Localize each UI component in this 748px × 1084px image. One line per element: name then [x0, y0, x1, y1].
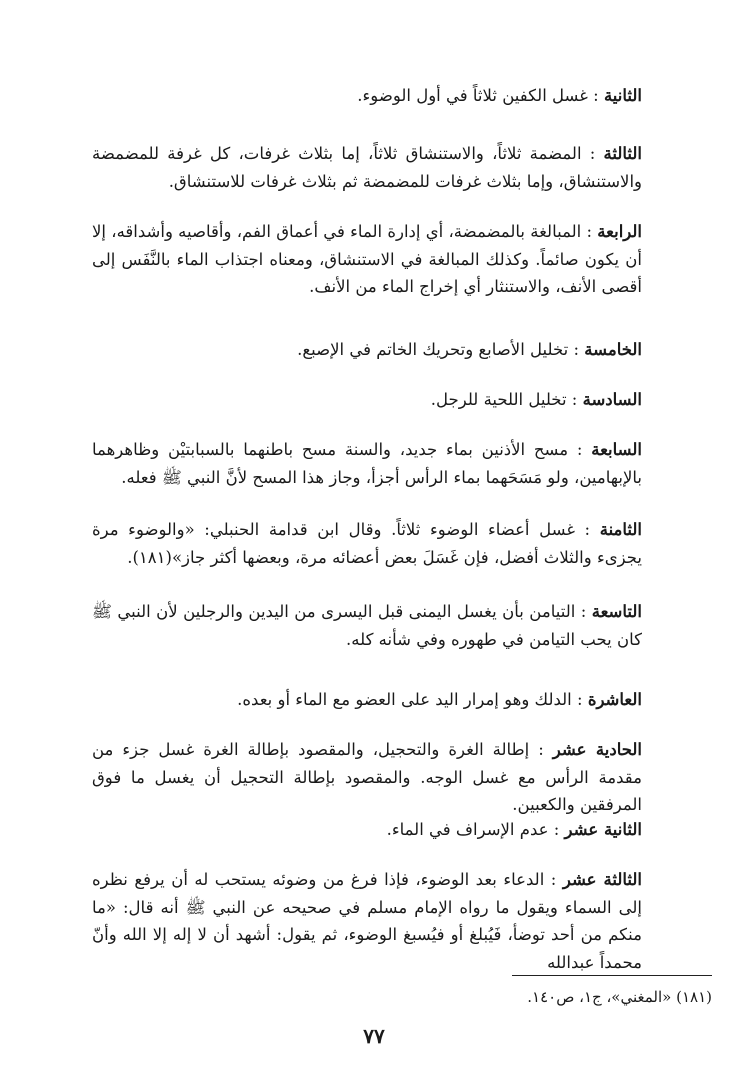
paragraph-label: الثالثة عشر: [562, 870, 642, 889]
footnote: (١٨١) «المغني»، ج١، ص١٤٠.: [527, 988, 712, 1006]
paragraph-twelfth: [92, 816, 642, 844]
paragraph-tenth: [92, 686, 642, 714]
paragraph-label: السادسة: [582, 390, 642, 409]
paragraph-text: : إطالة الغرة والتحجيل، والمقصود بإطالة الغرة غسل جزء من مقدمة الرأس مع غسل الوجه. والمقصود بإطالة التحجيل أن يغسل ما فوق المرفقين والكعبين.: [92, 740, 642, 814]
paragraph-text: : تخليل اللحية للرجل.: [430, 390, 578, 409]
paragraph-thirteenth: [92, 866, 642, 976]
paragraph-label: الثامنة: [599, 520, 643, 539]
paragraph-label: الثالثة: [603, 144, 642, 163]
paragraph-seventh: [92, 436, 642, 491]
paragraph-text: : المضمة ثلاثاً، والاستنشاق ثلاثاً، إما بثلاث غرفات، كل غرفة للمضمضة والاستنشاق، وإما بثلاث غرفات للمضمضة ثم بثلاث غرفات للاستنشاق.: [92, 144, 642, 191]
paragraph-text: : التيامن بأن يغسل اليمنى قبل اليسرى من اليدين والرجلين لأن النبي ﷺ كان يحب التيامن في طهوره وفي شأنه كله.: [92, 602, 642, 649]
paragraph-text: : الدلك وهو إمرار اليد على العضو مع الماء أو بعده.: [237, 690, 583, 709]
paragraph-fifth: [92, 336, 642, 364]
paragraph-text: : تخليل الأصابع وتحريك الخاتم في الإصبع.: [297, 340, 580, 359]
paragraph-text: : المبالغة بالمضمضة، أي إدارة الماء في أعماق الفم، وأقاصيه وأشداقه، إلا أن يكون صائماً. وكذلك المبالغة في الاستنشاق، ومعناه اجتذاب الماء بالنَّفَس إلى أقصى الأنف، والاستنثار أي إخراج الماء من الأنف.: [92, 222, 642, 296]
page-number: ٧٧: [363, 1024, 385, 1048]
paragraph-label: العاشرة: [587, 690, 642, 709]
paragraph-label: الخامسة: [584, 340, 642, 359]
paragraph-ninth: [92, 598, 642, 653]
paragraph-fourth: [92, 218, 642, 301]
paragraph-text: : غسل أعضاء الوضوء ثلاثاً. وقال ابن قدامة الحنبلي: «والوضوء مرة يجزىء والثلاث أفضل، فإن غَسَلَ بعض أعضائه مرة، وبعضها أكثر جاز»(١٨١).: [92, 520, 642, 567]
paragraph-text: : غسل الكفين ثلاثاً في أول الوضوء.: [357, 86, 599, 105]
paragraph-second: [92, 82, 642, 110]
paragraph-third: [92, 140, 642, 195]
paragraph-label: الثانية: [603, 86, 642, 105]
paragraph-eleventh: [92, 736, 642, 819]
paragraph-label: الثانية عشر: [564, 820, 642, 839]
footnote-divider: [512, 975, 712, 976]
paragraph-label: الرابعة: [597, 222, 642, 241]
paragraph-text: : عدم الإسراف في الماء.: [386, 820, 560, 839]
paragraph-text: : مسح الأذنين بماء جديد، والسنة مسح باطنهما بالسبابتيْن وظاهرهما بالإبهامين، ولو مَسَحَهما بماء الرأس أجزأ، وجاز هذا المسح لأنَّ النبي ﷺ فعله.: [92, 440, 642, 487]
paragraph-sixth: [92, 386, 642, 414]
paragraph-label: الحادية عشر: [552, 740, 642, 759]
paragraph-text: : الدعاء بعد الوضوء، فإذا فرغ من وضوئه يستحب له أن يرفع نظره إلى السماء ويقول ما رواه الإمام مسلم في صحيحه عن النبي ﷺ أنه قال: «ما منكم من أحد توضأ، فَيُبلغ أو فيُسبغ الوضوء، ثم يقول: أشهد أن لا إله إلا الله وأنّ محمداً عبدالله: [92, 870, 642, 972]
paragraph-eighth: [92, 516, 642, 571]
paragraph-label: التاسعة: [591, 602, 642, 621]
paragraph-label: السابعة: [591, 440, 642, 459]
